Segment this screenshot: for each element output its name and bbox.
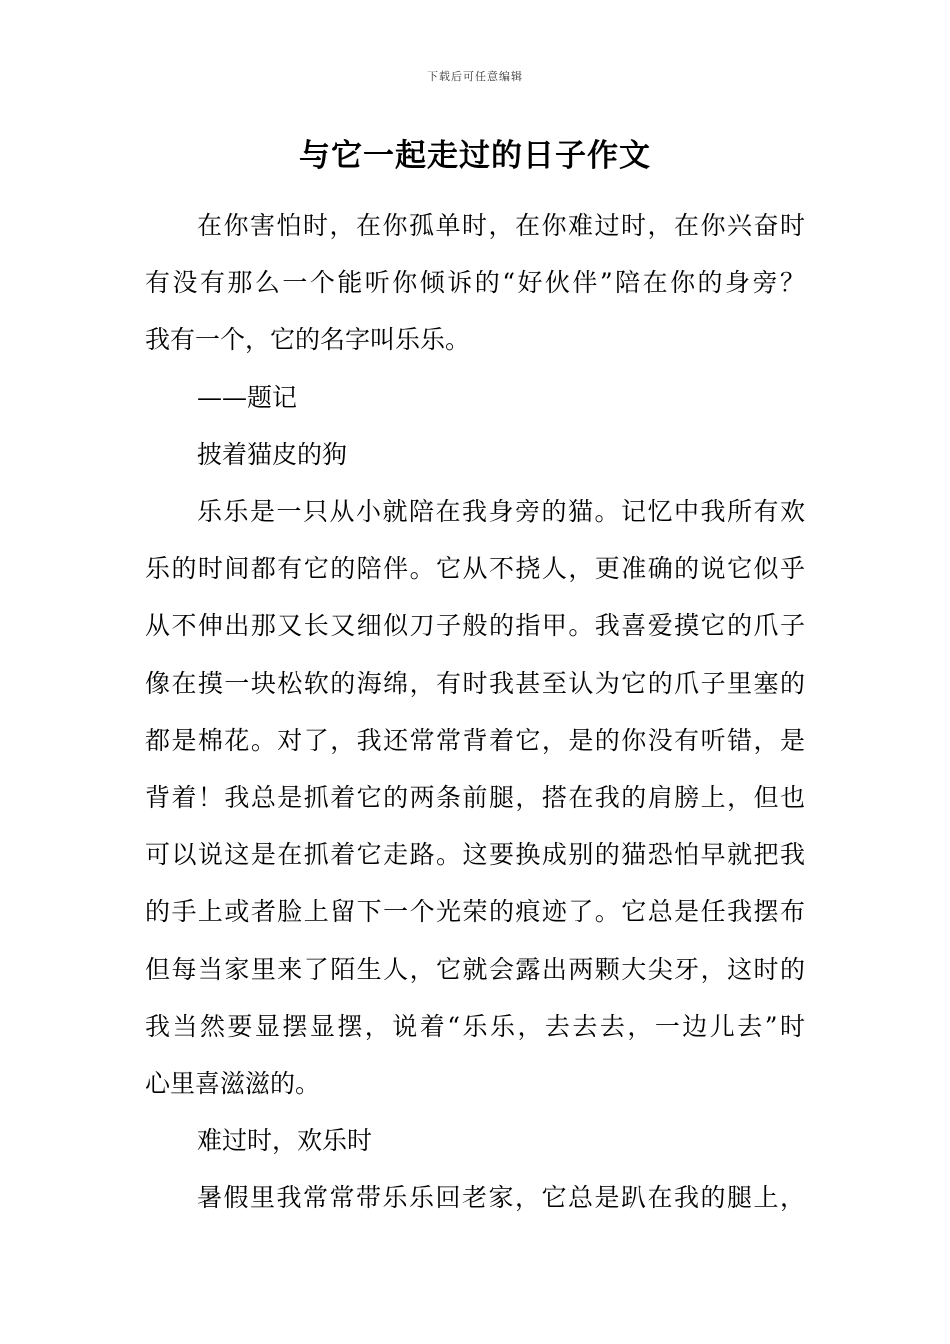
text-line: 像在摸一块松软的海绵，有时我甚至认为它的爪子里塞的 [145, 668, 805, 698]
epigraph-attribution: ——题记 [197, 382, 298, 412]
paragraph-cat [145, 483, 805, 1112]
text-line: 我有一个，它的名字叫乐乐。 [145, 325, 471, 355]
text-line: 心里喜滋滋的。 [145, 1069, 321, 1099]
text-line: 在你害怕时，在你孤单时，在你难过时，在你兴奋时 [197, 211, 805, 240]
paragraph-summer [145, 1169, 805, 1226]
text-line: 暑假里我常常带乐乐回老家，它总是趴在我的腿上， [197, 1183, 805, 1213]
text-line: 都是棉花。对了，我还常常背着它，是的你没有听错，是 [145, 725, 805, 755]
section-heading: 难过时，欢乐时 [197, 1126, 373, 1156]
text-line: 的手上或者脸上留下一个光荣的痕迹了。它总是任我摆布 [145, 897, 805, 927]
paragraph-intro [145, 197, 805, 369]
text-line: 乐的时间都有它的陪伴。它从不挠人，更准确的说它似乎 [145, 554, 805, 584]
text-line: 从不伸出那又长又细似刀子般的指甲。我喜爱摸它的爪子 [145, 611, 805, 641]
text-line: 我当然要显摆显摆，说着“乐乐，去去去，一边儿去”时 [145, 1011, 805, 1041]
text-line: 乐乐是一只从小就陪在我身旁的猫。记忆中我所有欢 [197, 497, 805, 527]
text-line: 背着！我总是抓着它的两条前腿，搭在我的肩膀上，但也 [145, 783, 805, 813]
text-line: 有没有那么一个能听你倾诉的“好伙伴”陪在你的身旁？ [145, 268, 805, 298]
text-line: 可以说这是在抓着它走路。这要换成别的猫恐怕早就把我 [145, 840, 805, 870]
document-body [145, 197, 805, 1227]
document-title: 与它一起走过的日子作文 [299, 138, 651, 174]
header-note: 下载后可任意编辑 [427, 70, 523, 83]
section-heading: 披着猫皮的狗 [197, 439, 348, 469]
text-line: 但每当家里来了陌生人，它就会露出两颗大尖牙，这时的 [145, 954, 805, 984]
